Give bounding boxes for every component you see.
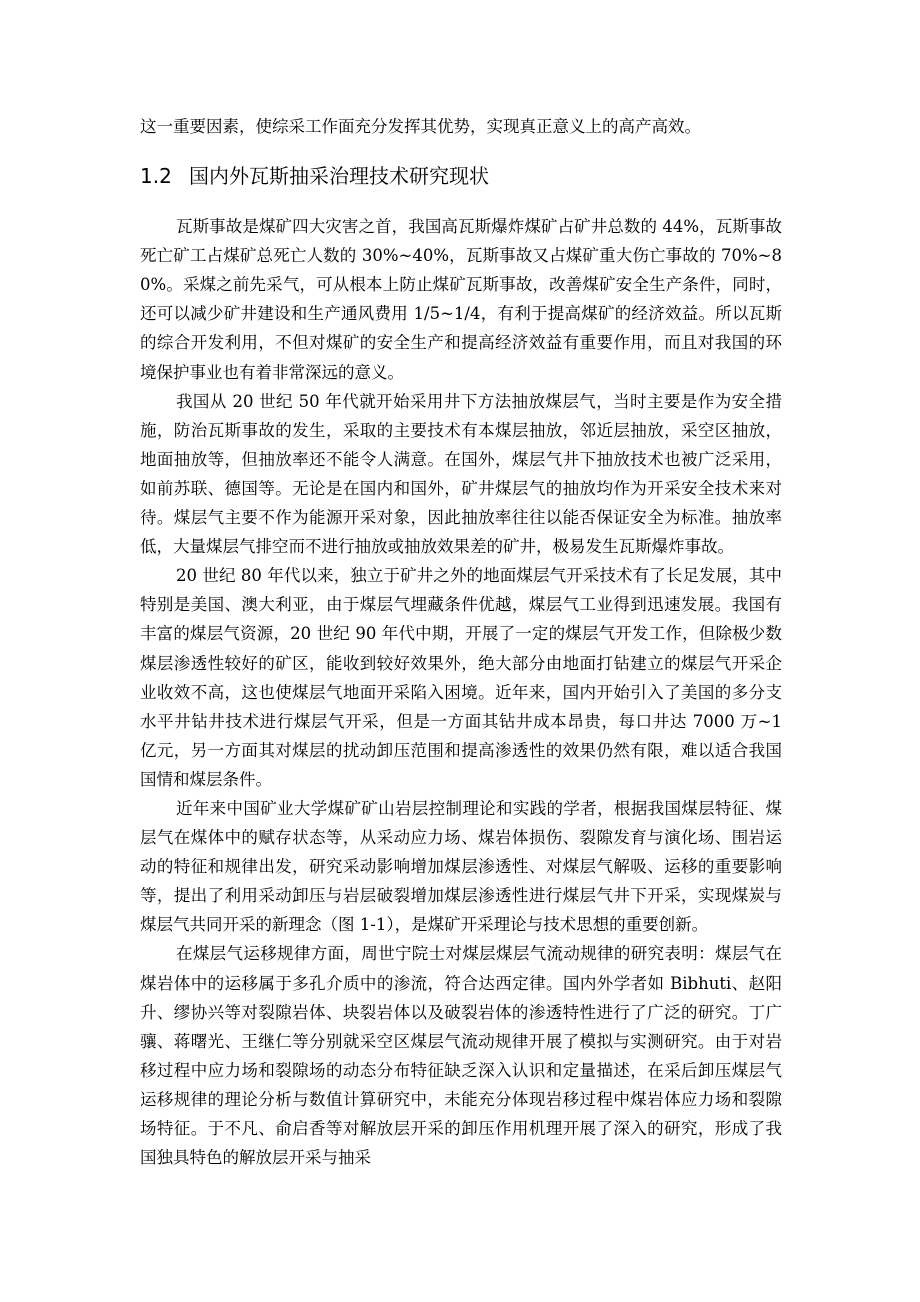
- body-paragraph: 我国从 20 世纪 50 年代就开始采用井下方法抽放煤层气，当时主要是作为安全措施，防治瓦斯事故的发生，采取的主要技术有本煤层抽放，邻近层抽放，采空区抽放，地面抽放等，但抽放率还不能令人满意。在国外，煤层气井下抽放技术也被广泛采用，如前苏联、德国等。无论是在国内和国外，矿井煤层气的抽放均作为开采安全技术来对待。煤层气主要不作为能源开采对象，因此抽放率往往以能否保证安全为标准。抽放率低，大量煤层气排空而不进行抽放或抽放效果差的矿井，极易发生瓦斯爆炸事故。: [140, 391, 782, 557]
- section-heading: [140, 162, 782, 190]
- section-title: 国内外瓦斯抽采治理技术研究现状: [189, 164, 489, 189]
- document-page: [140, 112, 782, 1172]
- continuation-paragraph: 这一重要因素，使综采工作面充分发挥其优势，实现真正意义上的高产高效。: [140, 117, 701, 136]
- body-paragraph: 在煤层气运移规律方面，周世宁院士对煤层煤层气流动规律的研究表明：煤层气在煤岩体中的运移属于多孔介质中的渗流，符合达西定律。国内外学者如 Bibhuti、赵阳升、缪协兴等对裂隙岩体、块裂岩体以及破裂岩体的渗透特性进行了广泛的研究。丁广骧、蒋曙光、王继仁等分别就采空区煤层气流动规律开展了模拟与实测研究。由于对岩移过程中应力场和裂隙场的动态分布特征缺乏深入认识和定量描述，在采后卸压煤层气运移规律的理论分析与数值计算研究中，未能充分体现岩移过程中煤岩体应力场和裂隙场特征。于不凡、俞启香等对解放层开采的卸压作用机理开展了深入的研究，形成了我国独具特色的解放层开采与抽采: [140, 944, 782, 1168]
- body-paragraph: 近年来中国矿业大学煤矿矿山岩层控制理论和实践的学者，根据我国煤层特征、煤层气在煤体中的赋存状态等，从采动应力场、煤岩体损伤、裂隙发育与演化场、围岩运动的特征和规律出发，研究采动影响增加煤层渗透性、对煤层气解吸、运移的重要影响等，提出了利用采动卸压与岩层破裂增加煤层渗透性进行煤层气井下开采，实现煤炭与煤层气共同开采的新理念（图 1-1），是煤矿开采理论与技术思想的重要创新。: [140, 798, 782, 935]
- section-number: 1.2: [140, 164, 172, 189]
- body-paragraph: 20 世纪 80 年代以来，独立于矿井之外的地面煤层气开采技术有了长足发展，其中特别是美国、澳大利亚，由于煤层气埋藏条件优越，煤层气工业得到迅速发展。我国有丰富的煤层气资源，20 世纪 90 年代中期，开展了一定的煤层气开发工作，但除极少数煤层渗透性较好的矿区，能收到较好效果外，绝大部分由地面打钻建立的煤层气开采企业收效不高，这也使煤层气地面开采陷入困境。近年来，国内开始引入了美国的多分支水平井钻井技术进行煤层气开采，但是一方面其钻井成本昂贵，每口井达 7000 万~1 亿元，另一方面其对煤层的扰动卸压范围和提高渗透性的效果仍然有限，难以适合我国国情和煤层条件。: [140, 566, 782, 789]
- body-paragraph: 瓦斯事故是煤矿四大灾害之首，我国高瓦斯爆炸煤矿占矿井总数的 44%，瓦斯事故死亡矿工占煤矿总死亡人数的 30%~40%，瓦斯事故又占煤矿重大伤亡事故的 70%~80%。采煤之前先采气，可从根本上防止煤矿瓦斯事故，改善煤矿安全生产条件，同时，还可以减少矿井建设和生产通风费用 1/5~1/4，有利于提高煤矿的经济效益。所以瓦斯的综合开发利用，不但对煤矿的安全生产和提高经济效益有重要作用，而且对我国的环境保护事业也有着非常深远的意义。: [140, 217, 782, 382]
